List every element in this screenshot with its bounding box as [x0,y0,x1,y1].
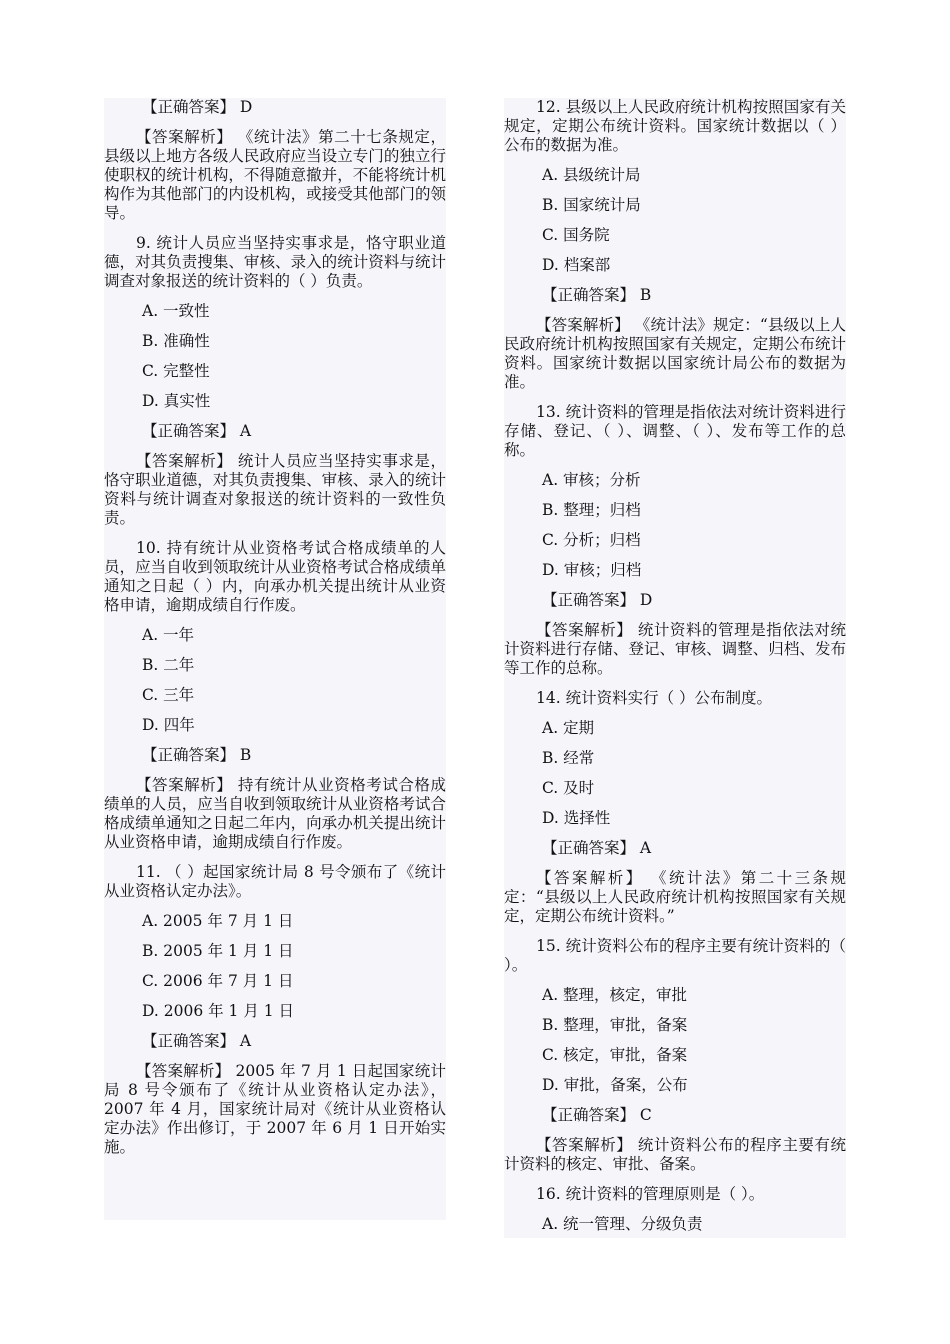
option-item: D. 审批，备案，公布 [542,1076,688,1094]
option-item: A. 县级统计局 [542,166,641,184]
option-item: D. 真实性 [142,392,211,410]
option-item: C. 核定，审批，备案 [542,1046,688,1064]
answer-line: 【正确答案】 D [542,591,653,609]
option-item: B. 整理，审批，备案 [542,1016,688,1034]
paragraph: 【答案解析】 2005 年 7 月 1 日起国家统计局 8 号令颁布了《统计从业资格认定办法》，2007 年 4 月，国家统计局对《统计从业资格认定办法》作出修订，于 2007 年 6 月 1 日开始实施。 [104,1062,446,1156]
right-column [504,98,846,1238]
paragraph: 11. （ ）起国家统计局 8 号令颁布了《统计从业资格认定办法》。 [104,863,446,900]
paragraph: 【答案解析】 《统计法》规定：“县级以上人民政府统计机构按照国家有关规定，定期公布统计资料。国家统计数据以国家统计局公布的数据为准。 [504,316,846,391]
option-item: A. 整理，核定，审批 [542,986,688,1004]
paragraph: 13. 统计资料的管理是指依法对统计资料进行存储、登记、（ ）、调整、（ ）、发布等工作的总称。 [504,403,846,459]
answer-line: 【正确答案】 A [142,422,252,440]
paragraph: 14. 统计资料实行（ ）公布制度。 [536,689,773,707]
answer-line: 【正确答案】 C [542,1106,652,1124]
option-item: A. 一致性 [142,302,210,320]
option-item: B. 整理；归档 [542,501,641,519]
option-item: C. 完整性 [142,362,210,380]
paragraph: 【答案解析】 统计资料公布的程序主要有统计资料的核定、审批、备案。 [504,1136,846,1173]
paragraph: 15. 统计资料公布的程序主要有统计资料的（ ）。 [504,937,846,974]
option-item: C. 及时 [542,779,595,797]
option-item: A. 审核；分析 [542,471,641,489]
paragraph: 【答案解析】 统计资料的管理是指依法对统计资料进行存储、登记、审核、调整、归档、发布等工作的总称。 [504,621,846,677]
option-item: B. 经常 [542,749,595,767]
left-column [104,98,446,1220]
answer-line: 【正确答案】 B [142,746,252,764]
option-item: B. 2005 年 1 月 1 日 [142,942,294,960]
paragraph: 12. 县级以上人民政府统计机构按照国家有关规定，定期公布统计资料。国家统计数据以（ ）公布的数据为准。 [504,98,846,154]
answer-line: 【正确答案】 A [142,1032,252,1050]
option-item: B. 准确性 [142,332,210,350]
option-item: A. 统一管理、分级负责 [542,1215,703,1233]
answer-line: 【正确答案】 D [142,98,253,116]
option-item: B. 国家统计局 [542,196,641,214]
option-item: C. 2006 年 7 月 1 日 [142,972,294,990]
paragraph: 【答案解析】 持有统计从业资格考试合格成绩单的人员，应当自收到领取统计从业资格考试合格成绩单通知之日起二年内，向承办机关提出统计从业资格申请，逾期成绩自行作废。 [104,776,446,851]
paragraph: 【答案解析】 统计人员应当坚持实事求是，恪守职业道德，对其负责搜集、审核、录入的统计资料与统计调查对象报送的统计资料的一致性负责。 [104,452,446,527]
paragraph: 【答案解析】 《统计法》第二十三条规定：“县级以上人民政府统计机构按照国家有关规定，定期公布统计资料。” [504,869,846,925]
option-item: C. 三年 [142,686,195,704]
option-item: A. 定期 [542,719,595,737]
option-item: D. 四年 [142,716,195,734]
option-item: D. 选择性 [542,809,611,827]
option-item: A. 一年 [142,626,195,644]
option-item: A. 2005 年 7 月 1 日 [142,912,294,930]
option-item: D. 档案部 [542,256,611,274]
answer-line: 【正确答案】 B [542,286,652,304]
paragraph: 10. 持有统计从业资格考试合格成绩单的人员，应当自收到领取统计从业资格考试合格成绩单通知之日起（ ）内，向承办机关提出统计从业资格申请，逾期成绩自行作废。 [104,539,446,614]
option-item: D. 审核；归档 [542,561,642,579]
option-item: D. 2006 年 1 月 1 日 [142,1002,295,1020]
paragraph: 9. 统计人员应当坚持实事求是，恪守职业道德，对其负责搜集、审核、录入的统计资料与统计调查对象报送的统计资料的（ ）负责。 [104,234,446,290]
option-item: C. 国务院 [542,226,610,244]
answer-line: 【正确答案】 A [542,839,652,857]
paragraph: 【答案解析】 《统计法》第二十七条规定，县级以上地方各级人民政府应当设立专门的独立行使职权的统计机构，不得随意撤并，不能将统计机构作为其他部门的内设机构，或接受其他部门的领导。 [104,128,446,222]
option-item: B. 二年 [142,656,195,674]
option-item: C. 分析；归档 [542,531,641,549]
paragraph: 16. 统计资料的管理原则是（ ）。 [536,1185,765,1203]
